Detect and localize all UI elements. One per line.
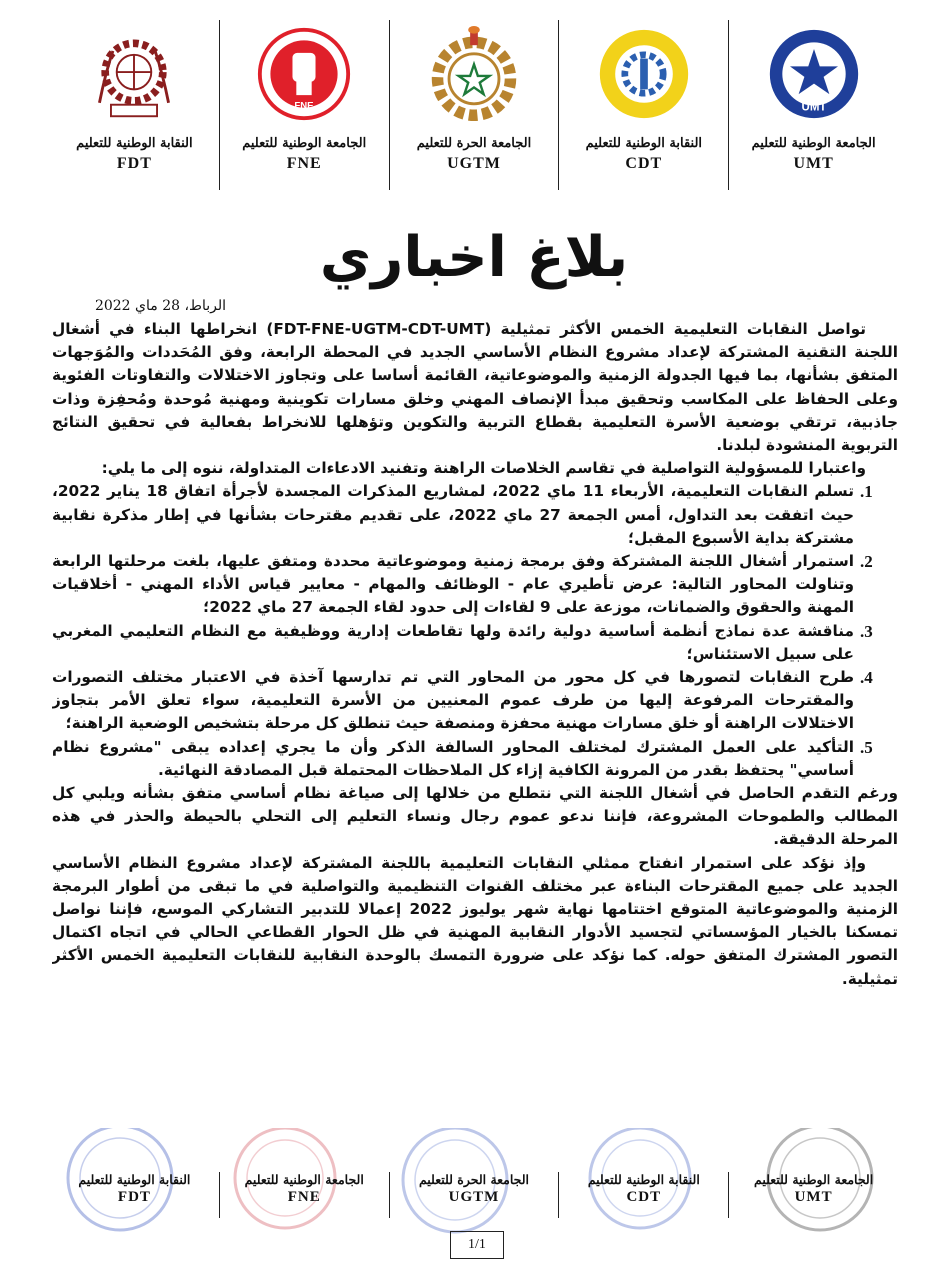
item-text: استمرار أشغال اللجنة المشتركة وفق برمجة زمنية وموضوعاتية محددة ومتفق عليها، بلغت مرحلتها الرابعة وتناولت المحاور التالية: عرض تأطيري عام - الوظائف والمهام - معايير قياس الأداء المهني - أخلاقيات المهنة والحقوق والضمانات، موزعة على 9 لقاءات إلى حدود لقاء الجمعة 27 ماي 2022؛ bbox=[52, 552, 854, 617]
list-item bbox=[52, 620, 898, 666]
document-body bbox=[52, 318, 898, 1178]
union-abbr: UGTM bbox=[447, 155, 501, 172]
signatory-umt bbox=[728, 1172, 898, 1218]
signatory-abbr: CDT bbox=[626, 1189, 662, 1205]
document-date: الرباط، 28 ماي 2022 bbox=[94, 298, 226, 314]
list-item bbox=[52, 736, 898, 782]
signatory-fdt bbox=[50, 1172, 219, 1218]
union-abbr: UMT bbox=[793, 155, 834, 172]
intro-paragraph: تواصل النقابات التعليمية الخمس الأكثر تمثيلية (FDT-FNE-UGTM-CDT-UMT) انخراطها البناء في أشغال اللجنة التقنية المشتركة لإعداد مشروع النظام الأساسي الجديد في المحطة الرابعة، وفق المُحَددات والمُوَجهات المتفق بشأنها، بما فيها الجدولة الزمنية والموضوعاتية، القائمة أساسا على وتجاوز الاختلالات والتفاوتات الفئوية وعلى الحفاظ على المكاسب وتحقيق مبدأ الإنصاف المهني وخلق مسارات تكوينية ومهنية مُوحدة ومُحفِزة وذات جاذبية، ترتقي بوضعية الأسرة التعليمية بقطاع التربية والتكوين وتؤهلها للانخراط بفعالية في تحقيق النتائج التربوية المنشودة لبلدنا. bbox=[52, 320, 898, 455]
points-list bbox=[52, 480, 898, 782]
list-item bbox=[52, 480, 898, 550]
union-fne bbox=[219, 20, 389, 190]
union-name: الجامعة الحرة للتعليم bbox=[416, 136, 532, 151]
signatory-cdt bbox=[558, 1172, 728, 1218]
item-number: 1. bbox=[860, 482, 873, 502]
lead-paragraph: واعتبارا للمسؤولية التواصلية في تقاسم الخلاصات الراهنة وتفنيد الادعاءات المتداولة، ننوه إلى ما يلي: bbox=[101, 459, 866, 478]
ugtm-logo bbox=[426, 26, 522, 122]
umt-logo bbox=[766, 26, 862, 122]
union-abbr: FDT bbox=[116, 155, 152, 172]
union-cdt bbox=[558, 20, 728, 190]
signatory-abbr: UGTM bbox=[448, 1189, 500, 1205]
union-name: النقابة الوطنية للتعليم bbox=[585, 136, 703, 151]
item-text: مناقشة عدة نماذج أنظمة أساسية دولية رائدة ولها تقاطعات إدارية ووظيفية مع النظام التعليمي المغربي على سبيل الاستئناس؛ bbox=[52, 621, 854, 663]
unions-header bbox=[50, 20, 898, 190]
signatory-ugtm bbox=[389, 1172, 559, 1218]
fdt-logo bbox=[86, 26, 182, 122]
union-umt bbox=[728, 20, 898, 190]
signatory-name: الجامعة الوطنية للتعليم bbox=[244, 1172, 364, 1187]
signatory-abbr: FDT bbox=[117, 1189, 151, 1205]
item-text: طرح النقابات لتصورها في كل محور من المحاور التي تم تدارسها آخذة في الاعتبار مختلف التصورات والمقترحات المرفوعة إليها من طرف عموم المعنيين من الأسرة التعليمية، سواء تعلق الأمر بتجاوز الاختلالات الراهنة أو خلق مسارات مهنية محفزة ومنصفة حيث تنطلق كل مرحلة بتشخيص الوضعية الراهنة؛ bbox=[52, 668, 854, 733]
fne-logo bbox=[256, 26, 352, 122]
item-text: التأكيد على العمل المشترك لمختلف المحاور السالفة الذكر وأن ما يجري إعداده يبقى "مشروع نظام أساسي" يحتفظ بقدر من المرونة الكافية إزاء كل الملاحظات المحتملة قبل المصادقة النهائية. bbox=[52, 737, 854, 779]
signatory-abbr: UMT bbox=[794, 1189, 833, 1205]
cdt-logo bbox=[596, 26, 692, 122]
item-number: 3. bbox=[860, 621, 873, 641]
signatory-name: النقابة الوطنية للتعليم bbox=[587, 1172, 700, 1187]
signatory-name: الجامعة الوطنية للتعليم bbox=[754, 1172, 874, 1187]
item-number: 5. bbox=[860, 737, 873, 757]
union-abbr: FNE bbox=[286, 155, 322, 172]
union-name: الجامعة الوطنية للتعليم bbox=[242, 136, 367, 151]
document-title: بلاغ اخباري bbox=[319, 225, 629, 290]
svg-text:FNE: FNE bbox=[294, 100, 314, 112]
svg-text:UMT: UMT bbox=[801, 101, 827, 114]
union-ugtm bbox=[389, 20, 559, 190]
signatories-footer bbox=[50, 1172, 898, 1218]
union-abbr: CDT bbox=[625, 155, 663, 172]
union-fdt bbox=[50, 20, 219, 190]
signatory-fne bbox=[219, 1172, 389, 1218]
progress-paragraph: ورغم التقدم الحاصل في أشغال اللجنة التي نتطلع من خلالها إلى صياغة نظام أساسي متفق بشأنه ويلبي كل المطالب والطموحات المشروعة، فإننا ندعو عموم رجال ونساء التعليم إلى التحلي بالحيطة والحذر في هذه المرحلة الدقيقة. bbox=[52, 784, 898, 849]
list-item bbox=[52, 666, 898, 736]
signatory-name: الجامعة الحرة للتعليم bbox=[418, 1172, 530, 1187]
item-text: تسلم النقابات التعليمية، الأربعاء 11 ماي 2022، لمشاريع المذكرات المجسدة لأجرأة اتفاق 18 يناير 2022، حيث اتفقت بعد التداول، أمس الجمعة 27 ماي 2022، على تقديم مقترحات بشأنها في إطار مذكرة نقابية مشتركة بداية الأسبوع المقبل؛ bbox=[52, 482, 855, 547]
union-name: النقابة الوطنية للتعليم bbox=[76, 136, 193, 151]
closing-paragraph: وإذ نؤكد على استمرار انفتاح ممثلي النقابات التعليمية باللجنة المشتركة لإعداد مشروع النظام الأساسي الجديد على جميع المقترحات البناءة عبر مختلف القنوات التنظيمية والتواصلية في ما تبقى من أطوار البرمجة الزمنية والموضوعاتية المتوقع اختتامها نهاية شهر يوليوز 2022 إعمالا للتدبير التشاركي الموسع، فإننا نواصل تمسكنا بالخيار المؤسساتي لتجسيد الأدوار النقابية المهنية في ظل الحوار القطاعي الحالي في اتجاه اكتمال التصور المشترك المتفق حوله. كما نؤكد على ضرورة التمسك بالوحدة النقابية للنقابات التعليمية الخمس الأكثر تمثيلية. bbox=[52, 853, 898, 988]
list-item bbox=[52, 550, 898, 620]
union-name: الجامعة الوطنية للتعليم bbox=[751, 136, 876, 151]
signatory-abbr: FNE bbox=[287, 1189, 321, 1205]
item-number: 2. bbox=[860, 552, 873, 572]
page-number: 1/1 bbox=[450, 1231, 504, 1259]
item-number: 4. bbox=[860, 668, 873, 688]
signatory-name: النقابة الوطنية للتعليم bbox=[78, 1172, 191, 1187]
